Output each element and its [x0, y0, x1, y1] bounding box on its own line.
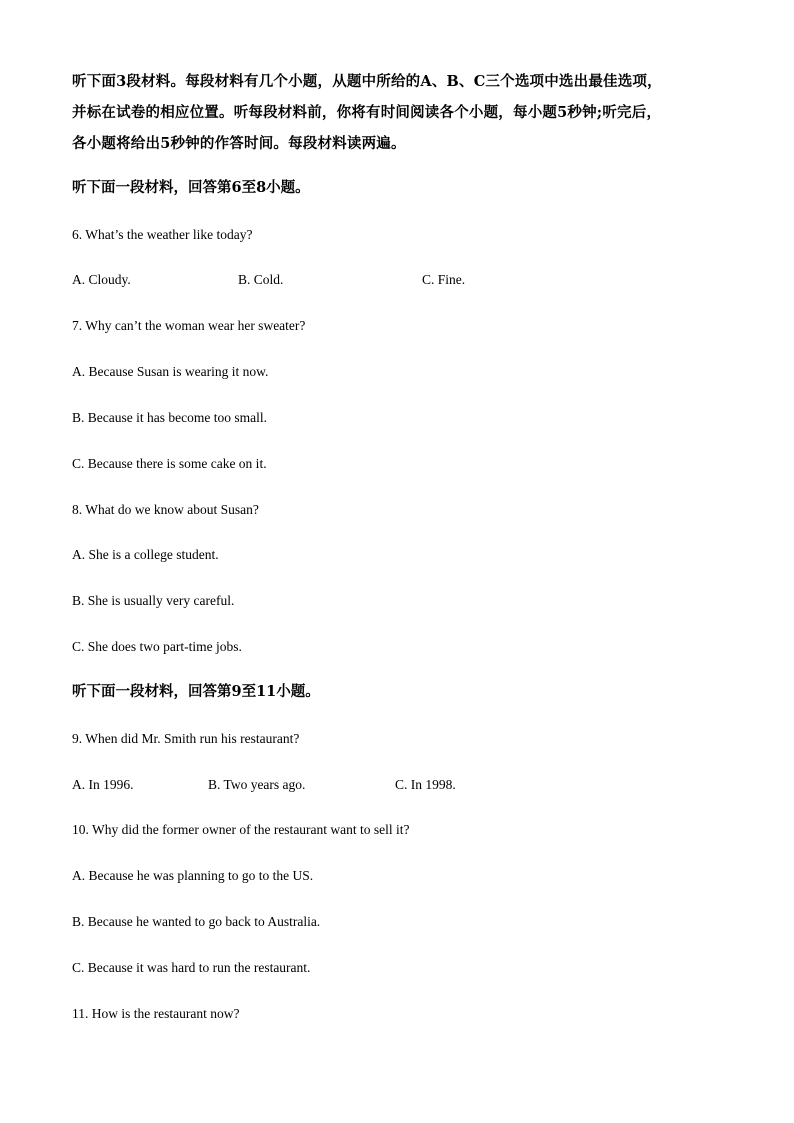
q9-option-a: A. In 1996.: [72, 777, 134, 792]
section-heading-2: 听下面一段材料，回答第9至11小题。: [72, 683, 320, 700]
question-6: 6. What’s the weather like today?: [72, 227, 253, 242]
q8-option-b: B. She is usually very careful.: [72, 593, 235, 608]
section-heading-1: 听下面一段材料，回答第6至8小题。: [72, 179, 310, 196]
q6-option-c: C. Fine.: [422, 272, 466, 287]
q7-option-b: B. Because it has become too small.: [72, 410, 267, 425]
q10-option-c: C. Because it was hard to run the restaurant.: [72, 960, 311, 975]
question-11: 11. How is the restaurant now?: [72, 1006, 240, 1021]
question-10: 10. Why did the former owner of the restaurant want to sell it?: [72, 822, 410, 837]
instructions-line-1: 听下面3段材料。每段材料有几个小题，从题中所给的A、B、C三个选项中选出最佳选项，: [72, 73, 662, 90]
q10-option-b: B. Because he wanted to go back to Australia.: [72, 914, 321, 929]
question-8: 8. What do we know about Susan?: [72, 502, 259, 517]
q6-option-b: B. Cold.: [238, 272, 284, 287]
q9-option-c: C. In 1998.: [395, 777, 456, 792]
q9-option-b: B. Two years ago.: [208, 777, 306, 792]
q6-option-a: A. Cloudy.: [72, 272, 131, 287]
instructions-line-3: 各小题将给出5秒钟的作答时间。每段材料读两遍。: [72, 135, 406, 152]
question-9: 9. When did Mr. Smith run his restaurant?: [72, 731, 300, 746]
q7-option-c: C. Because there is some cake on it.: [72, 456, 267, 471]
q8-option-a: A. She is a college student.: [72, 547, 219, 562]
q10-option-a: A. Because he was planning to go to the US.: [72, 868, 314, 883]
instructions-line-2: 并标在试卷的相应位置。听每段材料前，你将有时间阅读各个小题，每小题5秒钟;听完后，: [72, 104, 662, 121]
listening-instructions: [72, 66, 732, 159]
question-7: 7. Why can’t the woman wear her sweater?: [72, 318, 306, 333]
q8-option-c: C. She does two part-time jobs.: [72, 639, 242, 654]
q7-option-a: A. Because Susan is wearing it now.: [72, 364, 269, 379]
